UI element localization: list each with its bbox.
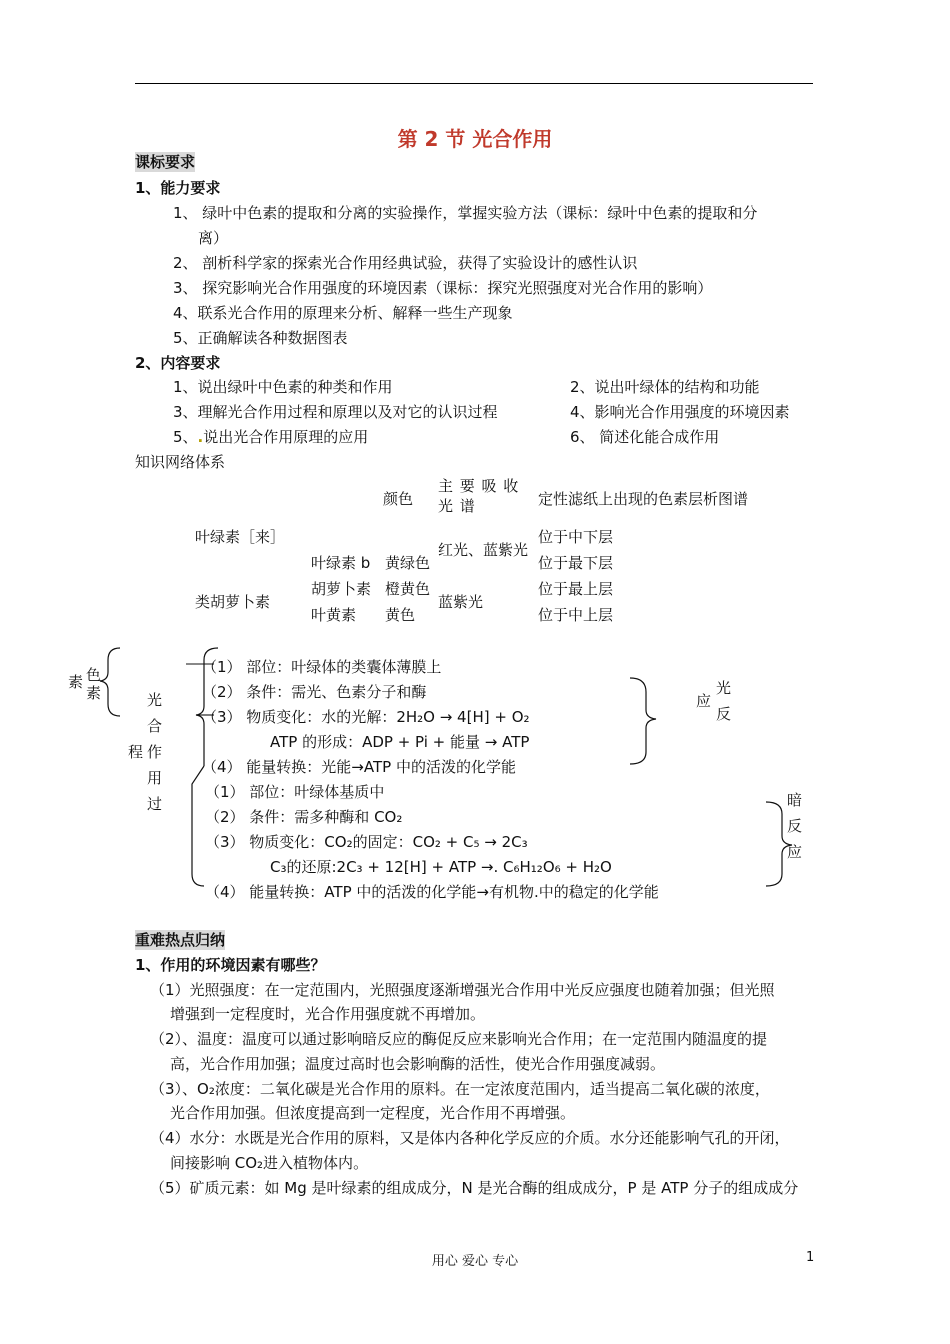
light-line: （2） 条件：需光、色素分子和酶 bbox=[202, 683, 427, 701]
table-absorb-carotenoid: 蓝紫光 bbox=[438, 593, 484, 611]
dark-label: 反 bbox=[787, 817, 803, 835]
table-row-color: 黄绿色 bbox=[385, 554, 431, 572]
dark-line: （1） 部位：叶绿体基质中 bbox=[205, 783, 385, 801]
page-title: 第 2 节 光合作用 bbox=[397, 127, 553, 151]
process-label: 程 bbox=[128, 743, 144, 761]
pigment-label: 素 bbox=[86, 684, 102, 702]
pigment-label: 素 bbox=[68, 673, 84, 691]
light-label: 光 bbox=[716, 679, 732, 697]
process-label: 用 bbox=[147, 769, 163, 787]
dark-line: C₃的还原:2C₃ + 12[H] + ATP →. C₆H₁₂O₆ + H₂O bbox=[270, 858, 612, 876]
table-header-absorb: 主 要 吸 收 光 谱 bbox=[438, 477, 520, 515]
pigment-label: 色 bbox=[86, 666, 102, 684]
hot-paragraph: （3）、O₂浓度：二氧化碳是光合作用的原料。在一定浓度范围内，适当提高二氧化碳的浓度， bbox=[150, 1080, 770, 1098]
table-group-carotenoid: 类胡萝卜素 bbox=[195, 593, 271, 611]
table-group-chlorophyll: 叶绿素［来］ bbox=[195, 528, 286, 546]
table-layer: 位于中上层 bbox=[538, 606, 614, 624]
process-label: 作 bbox=[147, 743, 163, 761]
ability-item: 5、正确解读各种数据图表 bbox=[173, 329, 348, 347]
section-heading-hot: 重难热点归纳 bbox=[135, 931, 226, 949]
hot-paragraph: （4）水分：水既是光合作用的原料，又是体内各种化学反应的介质。水分还能影响气孔的开闭， bbox=[150, 1129, 790, 1147]
content-item: 3、理解光合作用过程和原理以及对它的认识过程 bbox=[173, 403, 498, 421]
process-brace bbox=[192, 766, 204, 886]
light-line: （4） 能量转换：光能→ATP 中的活泼的化学能 bbox=[202, 758, 516, 776]
hot-paragraph: （5）矿质元素：如 Mg 是叶绿素的组成成分，N 是光合酶的组成成分，P 是 ATP 分子的组成成分 bbox=[150, 1179, 799, 1197]
hot-paragraph: （2）、温度：温度可以通过影响暗反应的酶促反应来影响光合作用；在一定范围内随温度的提 bbox=[150, 1030, 768, 1048]
content-item: 1、说出绿叶中色素的种类和作用 bbox=[173, 378, 393, 396]
light-line: （3） 物质变化：水的光解：2H₂O → 4[H] + O₂ bbox=[202, 708, 530, 726]
hot-paragraph: 间接影响 CO₂进入植物体内。 bbox=[170, 1154, 369, 1172]
content-item: 4、影响光合作用强度的环境因素 bbox=[570, 403, 790, 421]
ability-item: 1、 绿叶中色素的提取和分离的实验操作，掌握实验方法（课标：绿叶中色素的提取和分 bbox=[173, 204, 758, 222]
light-line: （1） 部位：叶绿体的类囊体薄膜上 bbox=[202, 658, 442, 676]
table-row-color: 黄色 bbox=[385, 606, 416, 624]
light-label: 应 bbox=[696, 692, 712, 710]
dark-label: 应 bbox=[787, 843, 803, 861]
network-heading: 知识网络体系 bbox=[135, 453, 226, 471]
ability-item: 2、 剖析科学家的探索光合作用经典试验，获得了实验设计的感性认识 bbox=[173, 254, 638, 272]
table-layer: 位于中下层 bbox=[538, 528, 614, 546]
table-row-name: 叶绿素 b bbox=[311, 554, 371, 572]
content-heading: 2、内容要求 bbox=[135, 354, 221, 372]
table-header-layer: 定性滤纸上出现的色素层析图谱 bbox=[538, 490, 749, 508]
hot-heading: 1、作用的环境因素有哪些？ bbox=[135, 956, 326, 974]
table-row-color: 橙黄色 bbox=[385, 580, 431, 598]
light-line: ATP 的形成：ADP + Pi + 能量 → ATP bbox=[270, 733, 530, 751]
process-label: 光 bbox=[147, 691, 163, 709]
page-number: 1 bbox=[806, 1250, 815, 1265]
hot-paragraph: （1）光照强度：在一定范围内，光照强度逐渐增强光合作用中光反应强度也随着加强；但光照 bbox=[150, 981, 775, 999]
ability-heading: 1、能力要求 bbox=[135, 179, 221, 197]
ability-item: 离） bbox=[198, 229, 229, 247]
hot-paragraph: 高，光合作用加强；温度过高时也会影响酶的活性，使光合作用强度减弱。 bbox=[170, 1055, 666, 1073]
hot-paragraph: 增强到一定程度时，光合作用强度就不再增加。 bbox=[170, 1005, 486, 1023]
footer-text: 用心 爱心 专心 bbox=[431, 1254, 519, 1269]
hot-paragraph: 光合作用加强。但浓度提高到一定程度，光合作用不再增强。 bbox=[170, 1104, 576, 1122]
table-layer: 位于最上层 bbox=[538, 580, 614, 598]
section-heading-standards: 课标要求 bbox=[135, 153, 196, 171]
dark-line: （2） 条件：需多种酶和 CO₂ bbox=[205, 808, 403, 826]
process-label: 合 bbox=[147, 717, 163, 735]
process-label: 过 bbox=[147, 795, 163, 813]
dark-line: （3） 物质变化：CO₂的固定：CO₂ + C₅ → 2C₃ bbox=[205, 833, 528, 851]
table-row-name: 胡萝卜素 bbox=[311, 580, 372, 598]
dark-line: （4） 能量转换：ATP 中的活泼的化学能→有机物.中的稳定的化学能 bbox=[205, 883, 659, 901]
table-absorb-chlorophyll: 红光、蓝紫光 bbox=[438, 541, 529, 559]
dark-label: 暗 bbox=[787, 791, 803, 809]
content-item: 5、.说出光合作用原理的应用 bbox=[173, 428, 369, 446]
light-label: 反 bbox=[716, 705, 732, 723]
content-item: 2、说出叶绿体的结构和功能 bbox=[570, 378, 760, 396]
content-item: 6、 简述化能合成作用 bbox=[570, 428, 720, 446]
light-right-brace bbox=[630, 678, 656, 764]
table-header-color: 颜色 bbox=[383, 490, 414, 508]
table-row-name: 叶黄素 bbox=[311, 606, 357, 624]
ability-item: 3、 探究影响光合作用强度的环境因素（课标：探究光照强度对光合作用的影响） bbox=[173, 279, 713, 297]
ability-item: 4、联系光合作用的原理来分析、解释一些生产现象 bbox=[173, 304, 513, 322]
table-layer: 位于最下层 bbox=[538, 554, 614, 572]
pigment-brace bbox=[100, 648, 120, 716]
